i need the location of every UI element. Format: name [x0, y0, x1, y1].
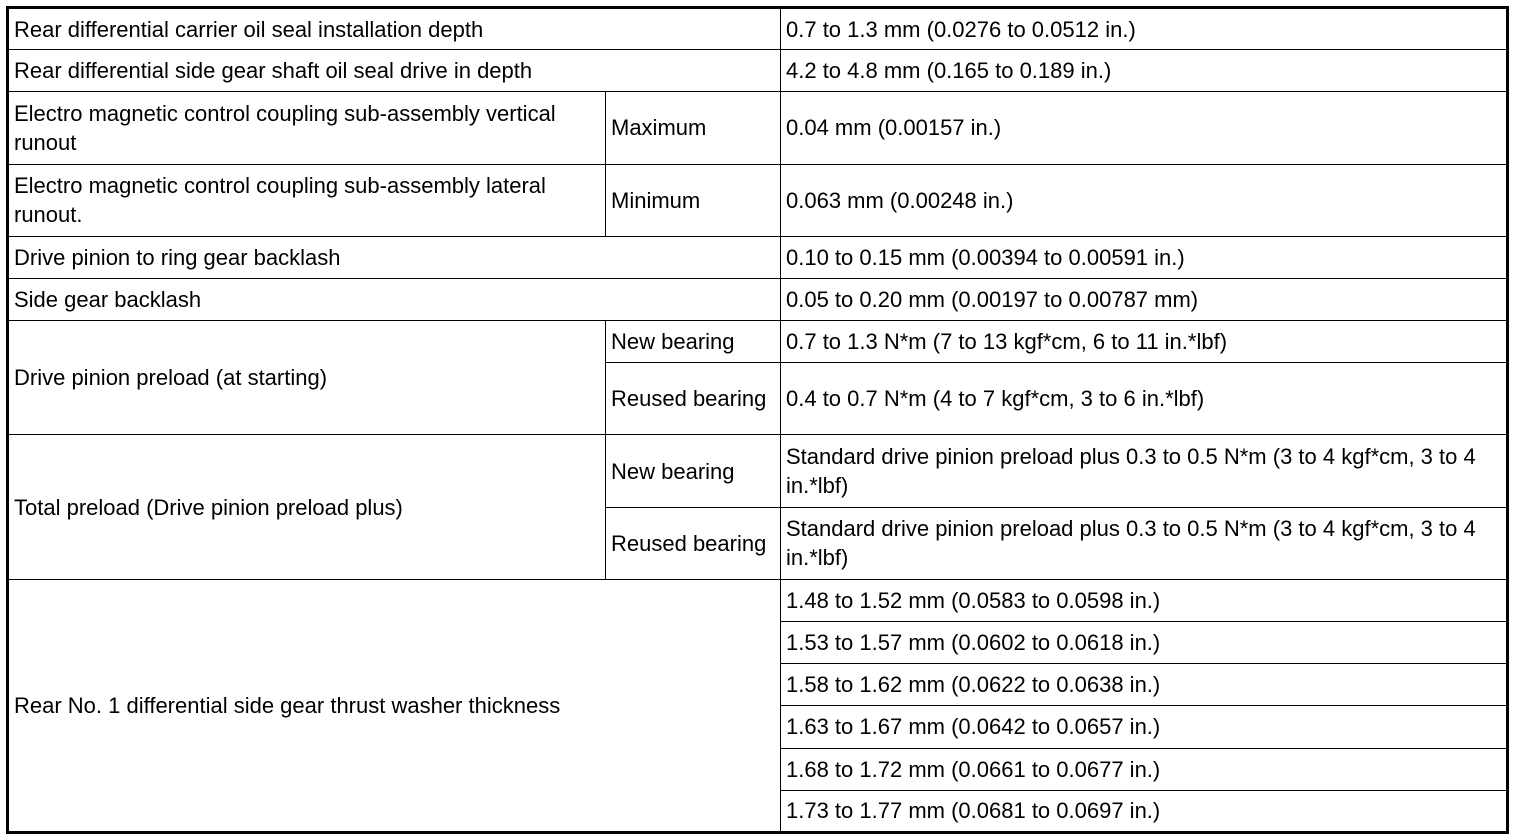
value-carrier-oil-seal-depth: 0.7 to 1.3 mm (0.0276 to 0.0512 in.): [781, 8, 1508, 50]
value-thrust-washer-6: 1.73 to 1.77 mm (0.0681 to 0.0697 in.): [781, 790, 1508, 832]
value-ring-gear-backlash: 0.10 to 0.15 mm (0.00394 to 0.00591 in.): [781, 236, 1508, 278]
value-thrust-washer-5: 1.68 to 1.72 mm (0.0661 to 0.0677 in.): [781, 748, 1508, 790]
value-coupling-lateral-runout: 0.063 mm (0.00248 in.): [781, 164, 1508, 236]
condition-new-bearing: New bearing: [606, 321, 781, 363]
table-row: [8, 579, 1508, 621]
item-side-gear-backlash: Side gear backlash: [8, 278, 781, 320]
item-thrust-washer-thickness: Rear No. 1 differential side gear thrust washer thickness: [8, 579, 781, 832]
item-total-preload: Total preload (Drive pinion preload plus): [8, 435, 606, 580]
condition-reused-bearing: Reused bearing: [606, 507, 781, 579]
table-row: [8, 236, 1508, 278]
item-coupling-vertical-runout: Electro magnetic control coupling sub-assembly vertical runout: [8, 92, 606, 164]
item-carrier-oil-seal-depth: Rear differential carrier oil seal installation depth: [8, 8, 781, 50]
value-pinion-preload-new: 0.7 to 1.3 N*m (7 to 13 kgf*cm, 6 to 11 in.*lbf): [781, 321, 1508, 363]
value-pinion-preload-reused: 0.4 to 0.7 N*m (4 to 7 kgf*cm, 3 to 6 in.*lbf): [781, 363, 1508, 435]
table-row: [8, 321, 1508, 363]
table-row: [8, 164, 1508, 236]
value-side-gear-oil-seal-depth: 4.2 to 4.8 mm (0.165 to 0.189 in.): [781, 50, 1508, 92]
value-side-gear-backlash: 0.05 to 0.20 mm (0.00197 to 0.00787 mm): [781, 278, 1508, 320]
table-row: [8, 8, 1508, 50]
condition-minimum: Minimum: [606, 164, 781, 236]
value-thrust-washer-1: 1.48 to 1.52 mm (0.0583 to 0.0598 in.): [781, 579, 1508, 621]
value-thrust-washer-2: 1.53 to 1.57 mm (0.0602 to 0.0618 in.): [781, 622, 1508, 664]
value-total-preload-reused: Standard drive pinion preload plus 0.3 to 0.5 N*m (3 to 4 kgf*cm, 3 to 4 in.*lbf): [781, 507, 1508, 579]
condition-maximum: Maximum: [606, 92, 781, 164]
item-coupling-lateral-runout: Electro magnetic control coupling sub-assembly lateral runout.: [8, 164, 606, 236]
value-thrust-washer-4: 1.63 to 1.67 mm (0.0642 to 0.0657 in.): [781, 706, 1508, 748]
condition-new-bearing: New bearing: [606, 435, 781, 507]
item-ring-gear-backlash: Drive pinion to ring gear backlash: [8, 236, 781, 278]
specification-table: [6, 6, 1509, 834]
table-row: [8, 278, 1508, 320]
table-row: [8, 435, 1508, 507]
item-drive-pinion-preload: Drive pinion preload (at starting): [8, 321, 606, 435]
value-total-preload-new: Standard drive pinion preload plus 0.3 to 0.5 N*m (3 to 4 kgf*cm, 3 to 4 in.*lbf): [781, 435, 1508, 507]
item-side-gear-oil-seal-depth: Rear differential side gear shaft oil seal drive in depth: [8, 50, 781, 92]
value-thrust-washer-3: 1.58 to 1.62 mm (0.0622 to 0.0638 in.): [781, 664, 1508, 706]
condition-reused-bearing: Reused bearing: [606, 363, 781, 435]
table-row: [8, 50, 1508, 92]
value-coupling-vertical-runout: 0.04 mm (0.00157 in.): [781, 92, 1508, 164]
table-row: [8, 92, 1508, 164]
